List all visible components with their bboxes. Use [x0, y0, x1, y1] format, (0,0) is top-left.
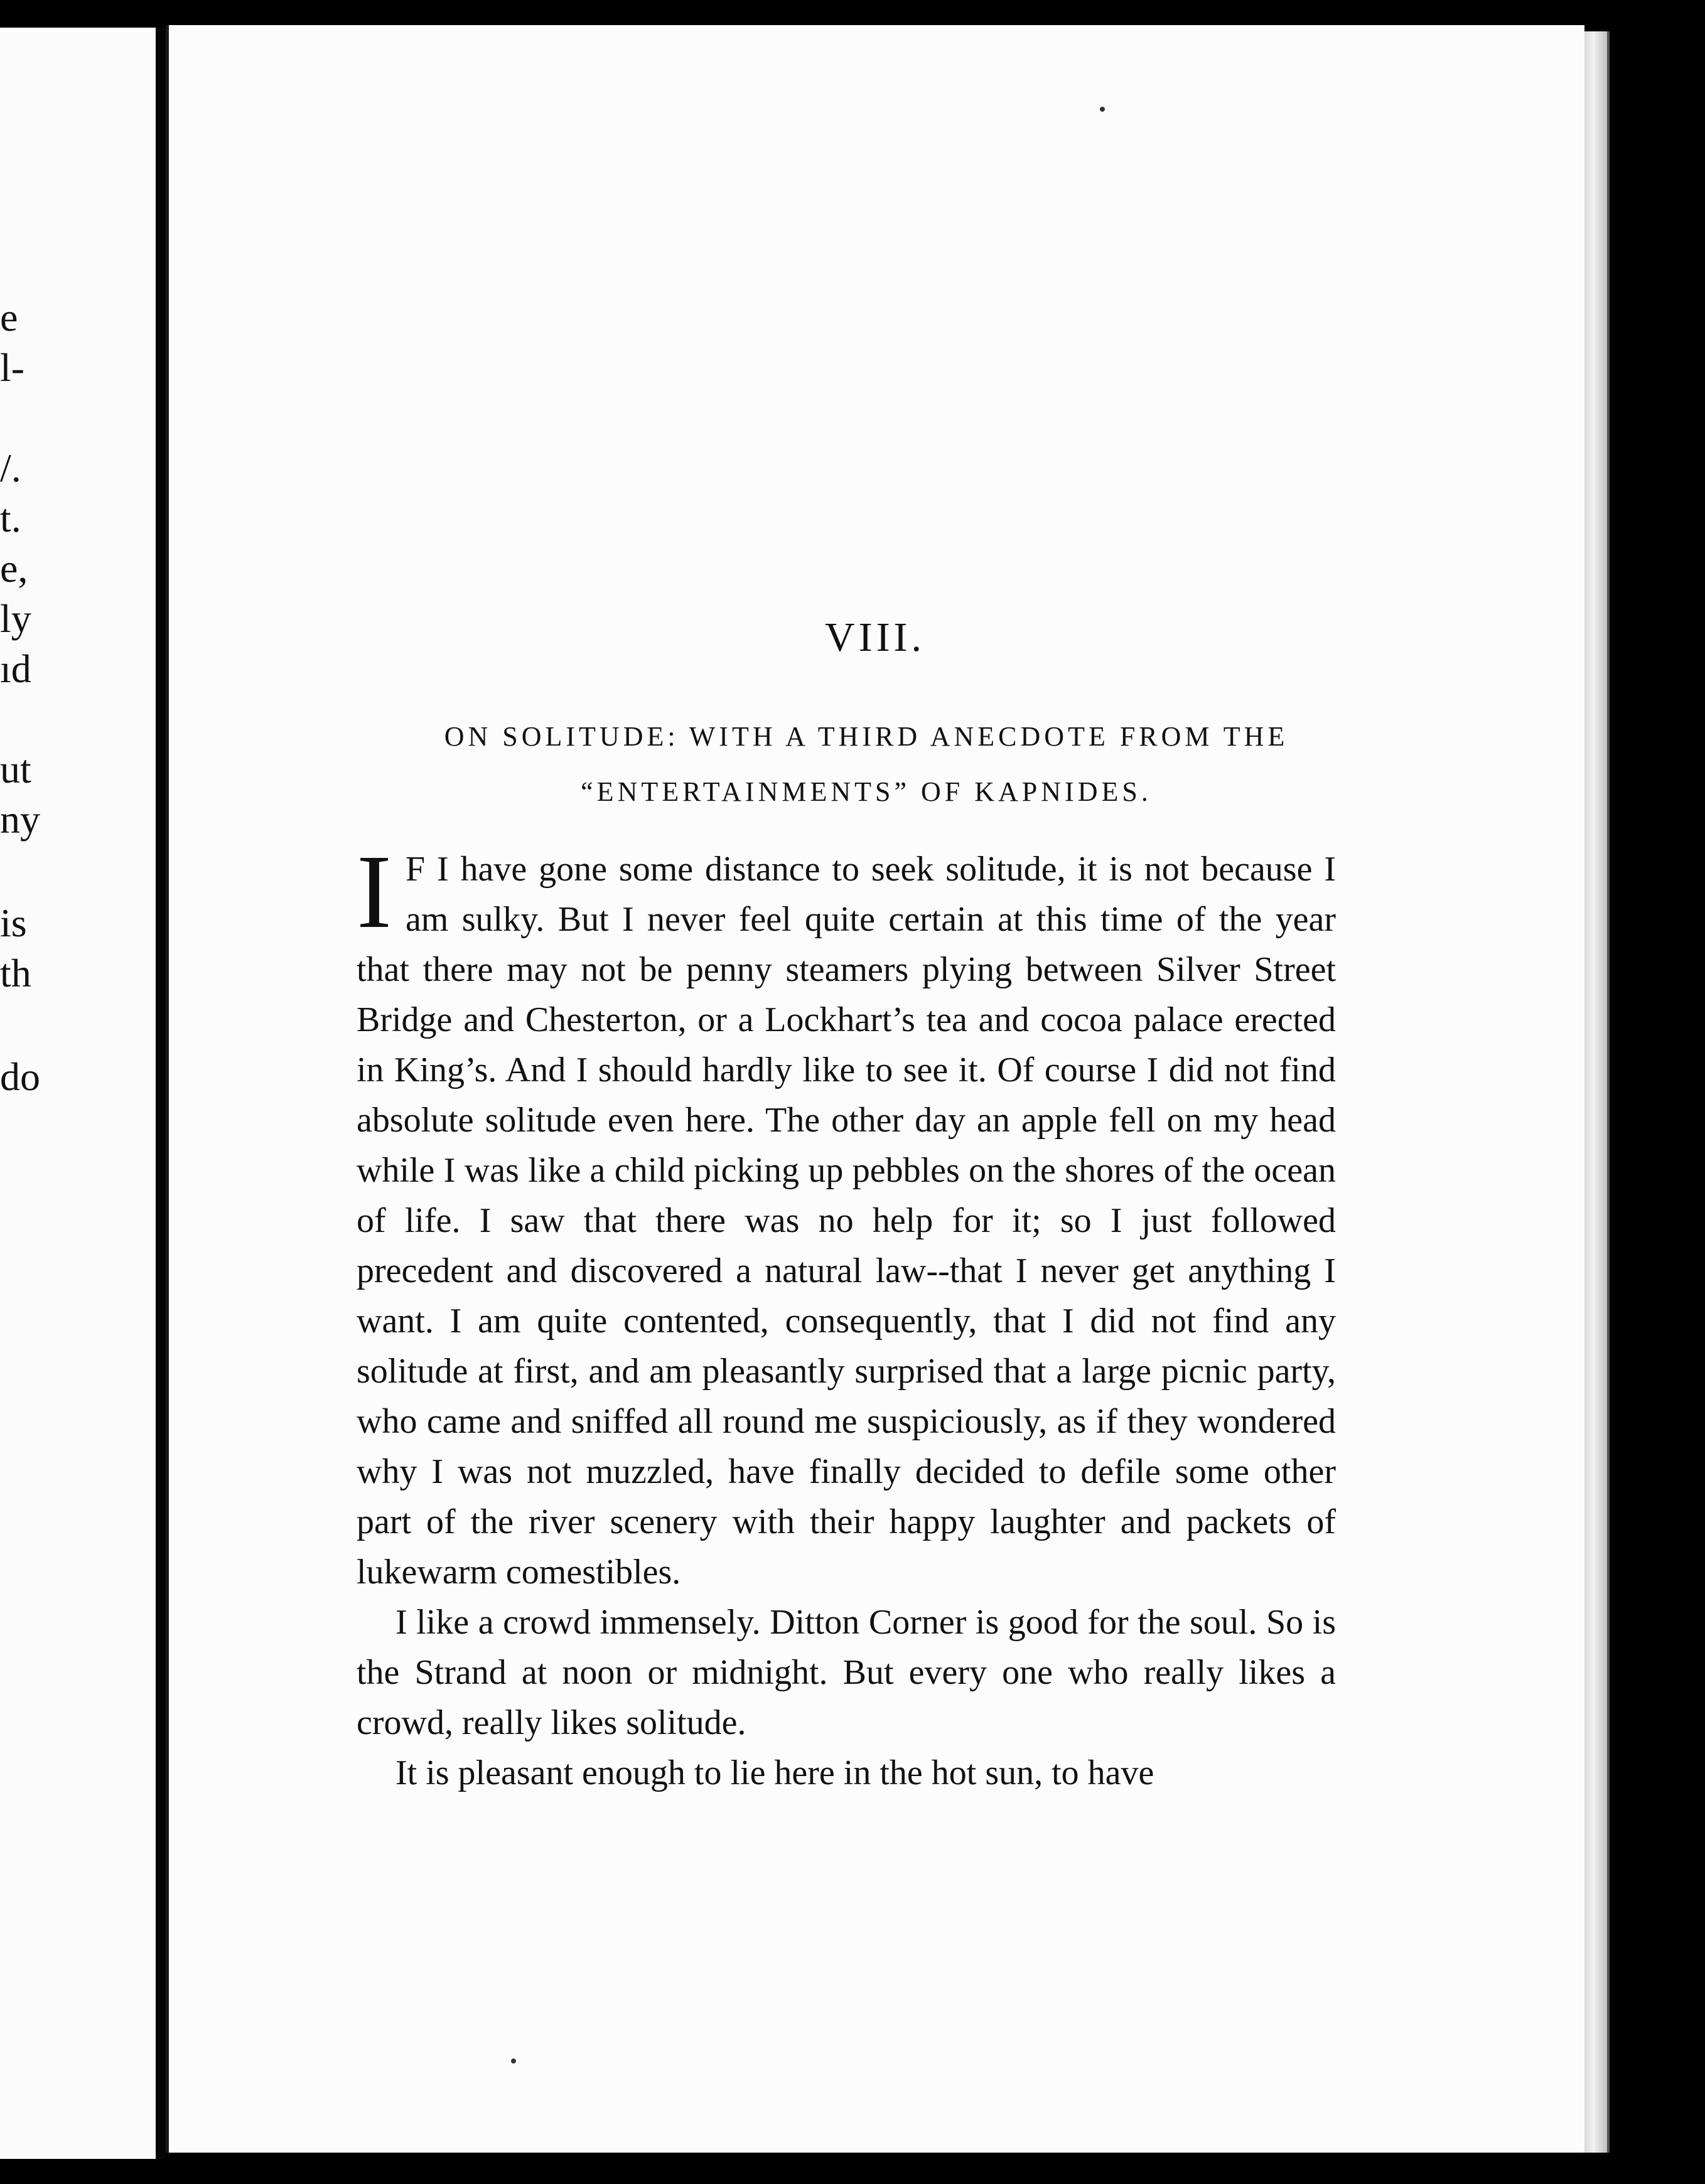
left-page-fragment: ny [0, 797, 40, 842]
left-page-fragment: is [0, 901, 27, 945]
left-page-fragment: ıd [0, 646, 31, 691]
paragraph: It is pleasant enough to lie here in the hot sun, to have [395, 1753, 1154, 1792]
left-page-fragment: e [0, 295, 18, 340]
chapter-number: VIII. [824, 614, 926, 660]
left-page-fragment: /. [0, 446, 21, 490]
paragraph-text: F I have gone some distance to seek solitude, it is not because I am sulky. But I never feel quite certain at this time of the year that there may not be penny steamers plying between Silver Street Bridge and Chesterton, or a Lockhart’s tea and cocoa palace erected in King’s. And I should hardly like to see it. Of course I did not find absolute solitude even here. The other day an apple fell on my head while I was like a child picking up pebbles on the shores of the ocean of life. I saw that there was no help for it; so I just followed precedent and discovered a natural law--that I never get anything I want. I am quite contented, consequently, that I did not find any solitude at first, and am pleasantly surprised that a large picnic party, who came and sniffed all round me suspiciously, as if they wondered why I was not muzzled, have finally decided to defile some other part of the river scenery with their happy laughter and packets of lukewarm comestibles. [357, 850, 1336, 1592]
left-page-fragment: ly [0, 596, 31, 641]
chapter-title-line: ON SOLITUDE: WITH A THIRD ANECDOTE FROM THE [444, 721, 1289, 752]
paragraph: I like a crowd immensely. Ditton Corner is good for the soul. So is the Strand at noon or midnight. But every one who really likes a crowd, really likes solitude. [357, 1603, 1336, 1742]
paragraph [357, 833, 1336, 1597]
facing-page-left [0, 28, 156, 2159]
left-page-fragment: t. [0, 496, 21, 540]
left-page-fragment: l- [0, 345, 25, 390]
drop-cap: I [357, 833, 392, 950]
left-page-fragment: e, [0, 546, 28, 591]
left-page-fragment: th [0, 951, 31, 995]
speck [511, 2058, 516, 2064]
chapter-title-line: “ENTERTAINMENTS” OF KAPNIDES. [581, 776, 1152, 807]
left-page-fragment: ut [0, 747, 31, 791]
book-gutter [156, 28, 166, 2159]
chapter-title [239, 709, 1494, 820]
chapter-body [357, 833, 1336, 1798]
speck [1100, 107, 1105, 112]
left-page-fragment: do [0, 1054, 40, 1099]
page-edge [1584, 31, 1610, 2153]
